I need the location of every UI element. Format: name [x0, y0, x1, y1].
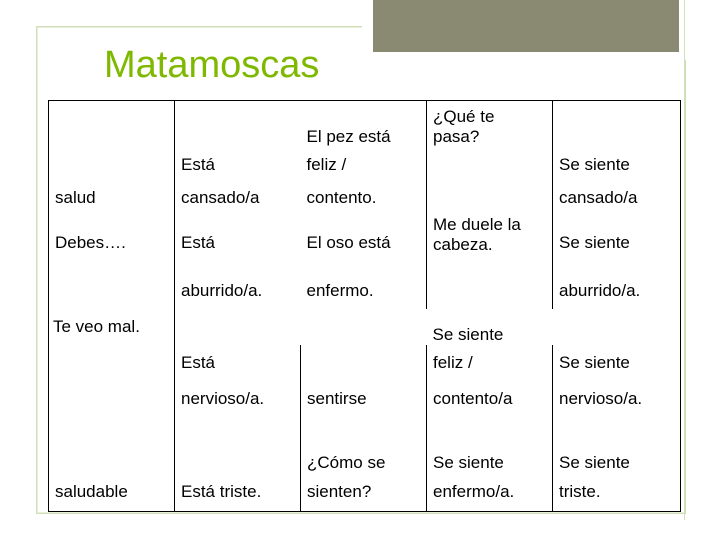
table-cell: cansado/a	[175, 183, 301, 213]
table-cell	[49, 273, 175, 309]
table-cell: Te veo mal.	[53, 317, 140, 336]
table-row	[49, 309, 681, 345]
table-cell: El oso está	[306, 233, 391, 252]
table-cell	[427, 101, 553, 148]
table-cell	[49, 345, 175, 381]
table-row	[49, 345, 681, 381]
table-row	[49, 473, 681, 511]
table-cell	[553, 309, 681, 345]
table-cell	[49, 101, 175, 148]
table-row	[49, 213, 681, 273]
table-cell: sienten?	[301, 473, 427, 511]
table-row	[49, 147, 681, 183]
table-cell: Está	[175, 345, 301, 381]
table-cell	[301, 309, 427, 345]
table-cell: Debes….	[55, 233, 126, 252]
table-row	[49, 417, 681, 473]
table-cell: nervioso/a.	[553, 381, 681, 417]
table-cell: ¿Cómo se	[301, 417, 427, 473]
table-cell	[175, 101, 301, 148]
table-cell: feliz /	[306, 155, 347, 174]
table-row	[49, 101, 681, 148]
table-cell: Se siente	[553, 417, 681, 473]
table-cell: salud	[55, 188, 96, 207]
table-cell: sentirse	[301, 381, 427, 417]
table-cell: Se siente	[553, 213, 681, 273]
vocab-table	[48, 100, 681, 512]
table-cell: contento.	[306, 188, 377, 207]
table-cell: feliz /	[427, 345, 553, 381]
table-cell	[175, 417, 301, 473]
table-cell: nervioso/a.	[175, 381, 301, 417]
table-cell: Está	[175, 147, 301, 183]
table-cell	[427, 273, 553, 309]
table-cell	[49, 417, 175, 473]
table-cell: Está	[175, 213, 301, 273]
table-cell: Se siente	[427, 417, 553, 473]
slide-title: Matamoscas	[104, 44, 320, 86]
table-row	[49, 183, 681, 213]
table-cell: El pez está	[306, 127, 391, 146]
table-cell: Se siente	[553, 345, 681, 381]
table-cell	[49, 381, 175, 417]
table-cell	[175, 309, 301, 345]
table-cell	[301, 345, 427, 381]
table-cell: aburrido/a.	[553, 273, 681, 309]
table-cell: cansado/a	[553, 183, 681, 213]
table-row	[49, 381, 681, 417]
table-cell: enfermo.	[306, 281, 374, 300]
table-row	[49, 273, 681, 309]
table-cell: Se siente	[432, 325, 504, 344]
table-cell	[49, 147, 175, 183]
table-cell: contento/a	[427, 381, 553, 417]
table-cell: Se siente	[553, 147, 681, 183]
table-cell: triste.	[553, 473, 681, 511]
table-cell: aburrido/a.	[175, 273, 301, 309]
table-cell: saludable	[55, 481, 128, 501]
table-cell: Está triste.	[175, 473, 301, 511]
table-cell: enfermo/a.	[427, 473, 553, 511]
table-cell	[427, 183, 553, 213]
decoration-box	[370, 0, 679, 52]
table-cell	[553, 101, 681, 148]
table-cell-text: Me duele la cabeza.	[433, 215, 521, 254]
table-cell-text: ¿Qué te pasa?	[433, 107, 495, 146]
decoration-line	[684, 0, 685, 520]
table-cell	[427, 147, 553, 183]
table-cell	[427, 213, 553, 273]
